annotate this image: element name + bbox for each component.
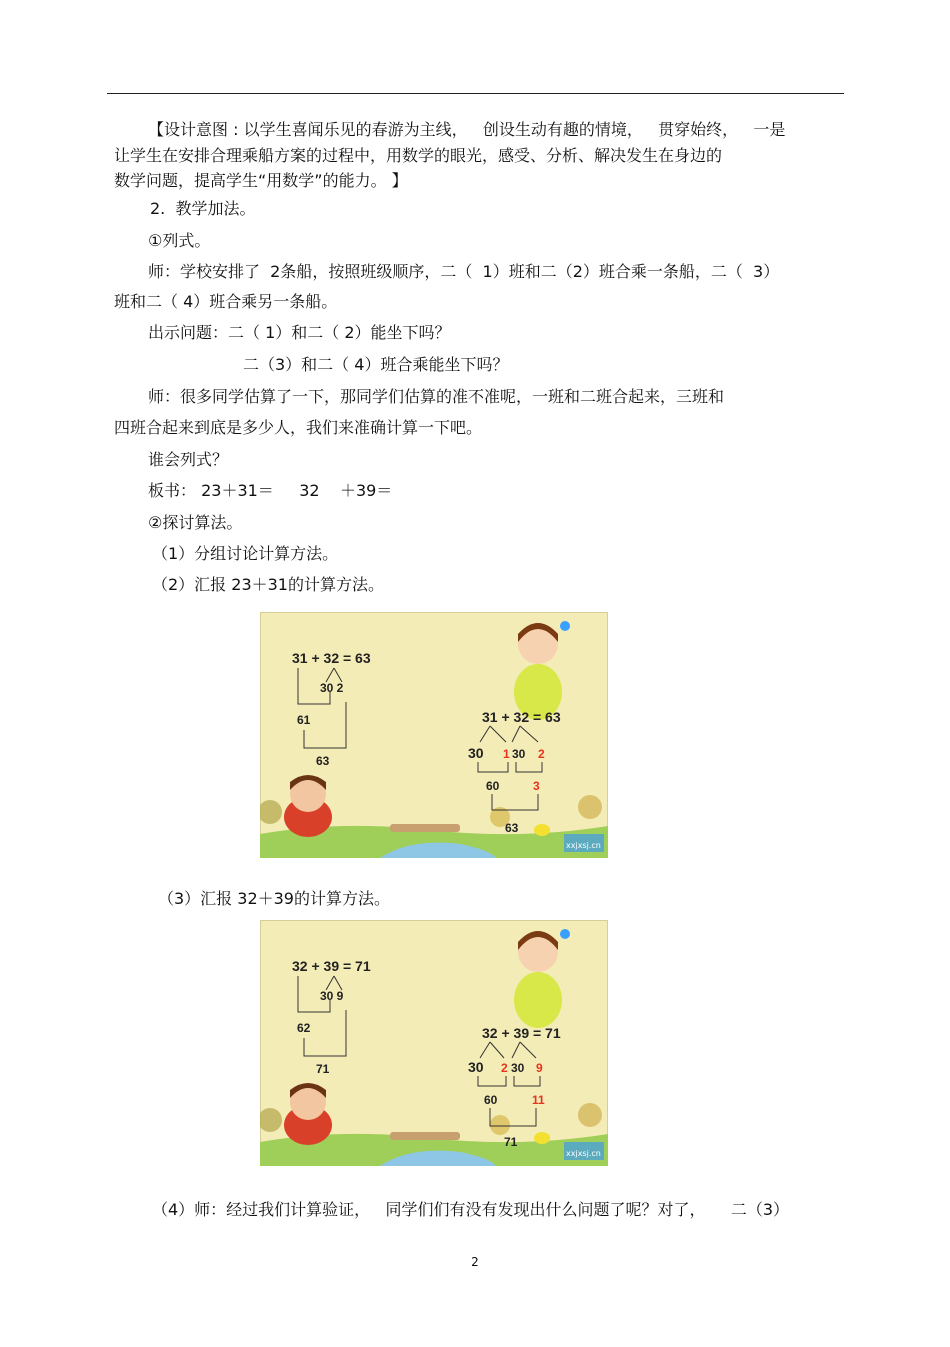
who-can-write: 谁会列式？ [148, 450, 229, 469]
header-rule [107, 93, 844, 94]
right-tens-sum: 60 [486, 779, 500, 793]
left-equation: 32 + 39 = 71 [292, 958, 371, 974]
right-part-4: 9 [536, 1061, 543, 1075]
section-heading: 2. 教学加法。 [150, 199, 256, 218]
teacher-line-1: 师：学校安排了 2条船，按照班级顺序，二（ 1）班和二（2）班合乘一条船，二（ 3） [148, 262, 780, 281]
right-part-2: 1 [503, 747, 510, 761]
right-equation: 31 + 32 = 63 [482, 709, 561, 725]
left-result: 63 [316, 754, 330, 768]
board-writing: 板书： 23＋31＝ 32 ＋39＝ [148, 481, 393, 500]
right-ones-sum: 3 [533, 779, 540, 793]
bird-icon [534, 824, 550, 836]
sub-step-3: （3）汇报 32＋39的计算方法。 [158, 889, 390, 908]
figure-31-plus-32 [260, 612, 608, 858]
left-equation: 31 + 32 = 63 [292, 650, 371, 666]
left-partial-sum: 61 [297, 713, 311, 727]
right-result: 63 [505, 821, 519, 835]
figure-31-plus-32-canvas [260, 612, 608, 858]
bird-icon [534, 1132, 550, 1144]
right-part-2: 2 [501, 1061, 508, 1075]
right-equation: 32 + 39 = 71 [482, 1025, 561, 1041]
boy-icon [284, 775, 332, 837]
question-2: 二（3）和二（ 4）班合乘能坐下吗？ [243, 355, 509, 374]
sub-step-2: （2）汇报 23＋31的计算方法。 [152, 575, 384, 594]
page-number: 2 [471, 1255, 479, 1269]
right-part-1: 30 [468, 745, 484, 761]
question-1: 出示问题：二（ 1）和二（ 2）能坐下吗？ [148, 323, 451, 342]
right-result: 71 [504, 1135, 518, 1149]
right-part-3: 30 [511, 1061, 525, 1075]
right-part-1: 30 [468, 1059, 484, 1075]
sub-step-1: （1）分组讨论计算方法。 [152, 544, 339, 563]
step-list-formula: ①列式。 [148, 231, 211, 250]
design-intent-line-2: 让学生在安排合理乘船方案的过程中，用数学的眼光，感受、分析、解决发生在身边的 [114, 146, 723, 165]
design-intent-line-3: 数学问题，提高学生“用数学”的能力。 】 [114, 171, 408, 190]
teacher-line-1-cont: 班和二（ 4）班合乘另一条船。 [114, 292, 338, 311]
left-result: 71 [316, 1062, 330, 1076]
design-intent-line-1: 【设计意图 : 以学生喜闻乐见的春游为主线， 创设生动有趣的情境， 贯穿始终， 一是 [148, 120, 786, 139]
right-ones-sum: 11 [532, 1093, 545, 1107]
left-partial-sum: 62 [297, 1021, 311, 1035]
teacher-line-2: 师：很多同学估算了一下，那同学们估算的准不准呢，一班和二班合起来，三班和 [148, 387, 725, 406]
watermark: xxjxsj.cn [566, 1149, 601, 1158]
teacher-line-2-cont: 四班合起来到底是多少人，我们来准确计算一下吧。 [114, 418, 483, 437]
right-part-3: 30 [512, 747, 526, 761]
figure-32-plus-39-canvas [260, 920, 608, 1166]
right-tens-sum: 60 [484, 1093, 498, 1107]
left-split: 30 9 [320, 989, 344, 1003]
boy-icon [284, 1083, 332, 1145]
watermark: xxjxsj.cn [566, 841, 601, 850]
figure-32-plus-39 [260, 920, 608, 1166]
step-explore-method: ②探讨算法。 [148, 513, 243, 532]
right-part-4: 2 [538, 747, 545, 761]
sub-step-4: （4）师：经过我们计算验证， 同学们们有没有发现出什么问题了呢？对了， 二（3） [152, 1200, 790, 1219]
left-split: 30 2 [320, 681, 344, 695]
